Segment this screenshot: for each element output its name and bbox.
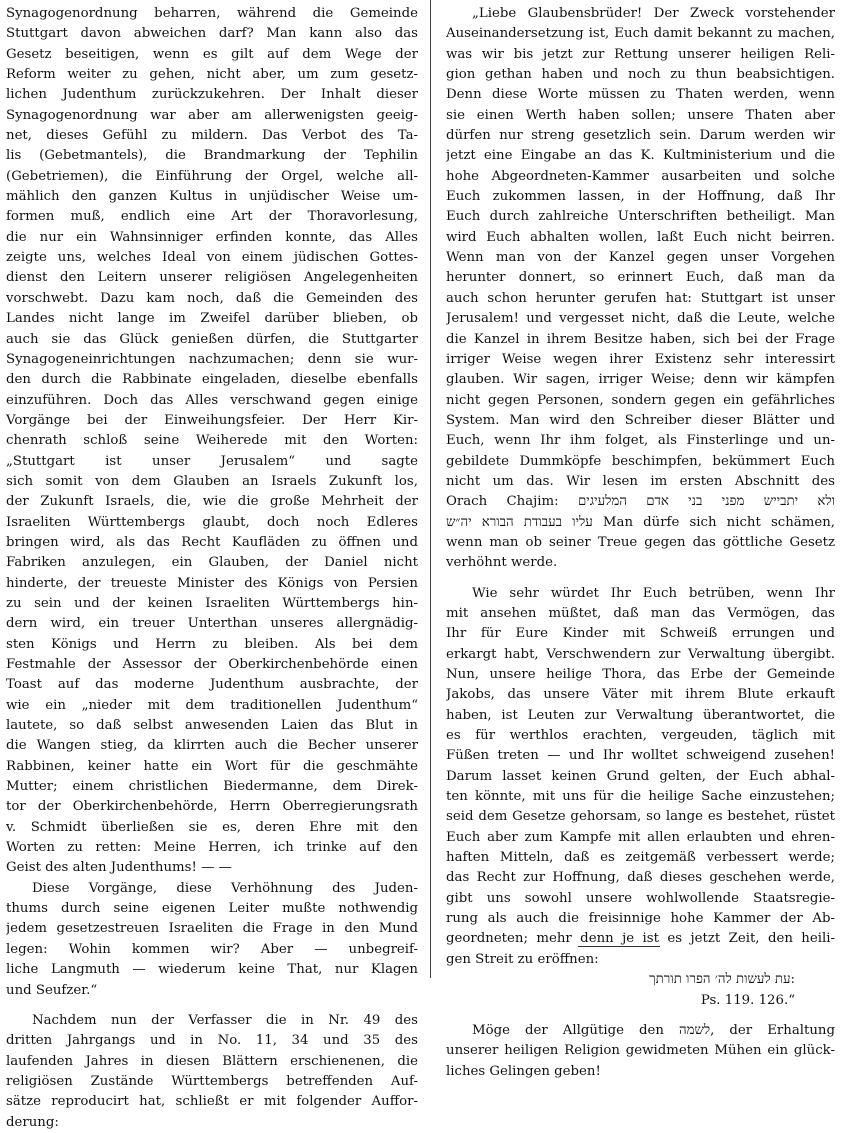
- text-line: עליו בעבודת הבורא יה״ש Man dürfe sich nicht schämen,: [446, 514, 835, 530]
- text-line: sich somit von dem Glauben an Israels Zukunft los,: [6, 473, 418, 489]
- text-line: auch schon herunter gerufen hat: Stuttgart ist unser: [446, 290, 835, 306]
- text-line: es für werthlos erachten, vergeuden, täglich mit: [446, 728, 835, 744]
- text-line: ten könnte, mit uns für die heilige Sache einzustehen;: [446, 789, 835, 805]
- text-line: lichen Judenthum zurückzukehren. Der Inhalt dieser: [6, 87, 418, 103]
- text-line: Nachdem nun der Verfasser die in Nr. 49 des: [32, 1012, 418, 1028]
- text-line: dern wird, ein treuer Unterthan unseres allergnädig-: [6, 616, 418, 632]
- text-line: hinderte, der treueste Minister des Königs von Persien: [6, 575, 418, 591]
- text-line: lautete, so daß selbst anwesenden Laien das Blut in: [6, 718, 418, 734]
- text-line: sie einen Werth haben sollen; unsere Thaten aber: [446, 107, 835, 123]
- text-line: irriger Weise wegen ihrer Existenz sehr interessirt: [446, 351, 835, 367]
- text-line: Worten zu retten: Meine Herren, ich trinke auf den: [6, 840, 418, 856]
- text-line: haften Mitteln, daß es zeitgemäß verbessert werde;: [446, 850, 835, 866]
- text-line: Jerusalem! und vergesset nicht, daß die Leute, welche: [446, 311, 835, 327]
- text-line: formen muß, endlich eine Art der Thoravorlesung,: [6, 209, 418, 225]
- text-line: liches Gelingen geben!: [446, 1063, 601, 1079]
- text-line: chenrath schloß seine Weiherede mit den Worten:: [6, 433, 418, 449]
- left-text-column: [6, 4, 418, 1133]
- paragraph-gap: [6, 1001, 418, 1011]
- text-line: Fabriken anzulegen, ein Glauben, der Daniel nicht: [6, 555, 418, 571]
- text-line: wird Euch abhalten wollen, laßt Euch nicht beirren.: [446, 229, 835, 245]
- text-line: einzuführen. Doch das Alles verschwand gegen einige: [6, 392, 418, 408]
- text-line: Wenn man von der Kanzel gegen unser Vorgehen: [446, 250, 835, 266]
- text-line: was wir bis jetzt zur Rettung unserer heiligen Reli-: [446, 46, 835, 62]
- text-line: der Zukunft Israels, die, wie die große Mehrheit der: [6, 494, 418, 510]
- text-line: Festmahle der Assessor der Oberkirchenbehörde einen: [6, 657, 418, 672]
- text-line: verhöhnt werde.: [446, 555, 558, 571]
- right-text-column: [446, 4, 835, 1082]
- text-line: mählich den ganzen Kultus in unjüdischer Weise um-: [6, 189, 418, 205]
- text-line: Landes nicht lange im Zweifel darüber blieben, ob: [6, 311, 418, 327]
- text-line: Ihr für Eure Kinder mit Schweiß errungen und: [446, 626, 835, 642]
- text-line: dritten Jahrgangs und in No. 11, 34 und 35 des: [6, 1033, 418, 1049]
- text-line: dürfen nur streng gesetzlich sein. Darum werden wir: [446, 128, 835, 144]
- text-line: sätze reproducirt hat, schließt er mit folgender Auffor-: [6, 1094, 418, 1110]
- text-line: jedem gesetzestreuen Israeliten die Frage in den Mund: [6, 921, 418, 937]
- text-line: auch sie das Glück genießen dürfen, die Stuttgarter: [6, 331, 418, 347]
- text-line: sten Königs und Herrn zu bleiben. Als bei dem: [6, 636, 418, 652]
- text-line: unserer heiligen Religion gewidmeten Mühen ein glück-: [446, 1043, 835, 1059]
- text-line: Auseinandersetzung ist, Euch damit bekannt zu machen,: [446, 26, 835, 42]
- text-line: „Stuttgart ist unser Jerusalem“ und sagte: [6, 453, 418, 469]
- text-line: Füßen treten — und Ihr wolltet schweigend zusehen!: [446, 748, 835, 764]
- text-line: und Seufzer.“: [6, 982, 98, 998]
- text-line: zu sein und der keinen Israeliten Württembergs hin-: [6, 595, 418, 611]
- text-line: gen Streit zu eröffnen:: [446, 951, 599, 967]
- text-line: Ps. 119. 126.“: [700, 992, 795, 1008]
- text-line: Synagogenordnung war aber am allerwenigsten geeig-: [6, 107, 418, 123]
- text-line: Rabbinen, keiner hatte ein Wort für die geschmähte: [6, 758, 418, 774]
- text-line: Darum lasset keinen Grund gelten, der Euch abhal-: [446, 768, 835, 784]
- text-line: Israeliten Württembergs glaubt, doch noch Edleres: [6, 514, 418, 530]
- text-line: עת לעשות לה׳ הפרו תורתך:: [649, 972, 795, 988]
- text-line: Euch, wenn Ihr ihm folget, als Finsterlinge und un-: [446, 433, 835, 449]
- text-line: liche Langmuth — wiederum keine That, nur Klagen: [6, 962, 418, 978]
- text-line: Mutter; einem christlichen Biedermanne, dem Direk-: [6, 779, 418, 795]
- text-line: Wie sehr würdet Ihr Euch betrüben, wenn Ihr: [472, 585, 835, 601]
- text-line: die Wangen stieg, da klirrten auch die Becher unserer: [6, 738, 418, 754]
- text-line: Vorgänge bei der Einweihungsfeier. Der Herr Kir-: [6, 412, 418, 428]
- text-line: thums durch seine eigenen Leiter mußte nothwendig: [6, 901, 418, 917]
- text-line: Toast auf das moderne Judenthum ausbrachte, der: [6, 677, 418, 693]
- text-line: erkargt habt, Verschwendern zur Verwaltung übergibt.: [446, 646, 835, 662]
- text-line: rung als auch die freisinnige hohe Kammer der Ab-: [446, 911, 835, 927]
- text-line: geordneten; mehr denn je ist es jetzt Zeit, den heili-: [446, 931, 835, 947]
- text-line: Möge der Allgütige den לשמה, der Erhaltung: [472, 1022, 835, 1038]
- text-line: dienst den Leitern unserer religiösen Angelegenheiten: [6, 270, 418, 286]
- paragraph-gap: [446, 1011, 835, 1021]
- text-line: hohe Abgeordneten-Kammer ausarbeiten und solche: [446, 168, 835, 184]
- text-line: „Liebe Glaubensbrüder! Der Zweck vorstehender: [472, 6, 835, 21]
- text-line: derung:: [6, 1114, 59, 1130]
- text-line: System. Man wird den Schreiber dieser Blätter und: [446, 412, 835, 428]
- text-line: jetzt eine Eingabe an das K. Kultministerium und die: [446, 148, 835, 164]
- text-line: Jakobs, das unsere Väter mit ihrem Blute erkauft: [446, 687, 835, 703]
- text-line: religiösen Zustände Württembergs betreffenden Auf-: [6, 1073, 418, 1089]
- text-line: Euch zukommen lassen, in der Hoffnung, daß Ihr: [446, 189, 835, 205]
- text-line: Reform weiter zu gehen, nicht aber, um zum gesetz-: [6, 67, 418, 83]
- closing-rule: [578, 946, 660, 947]
- text-line: den durch die Rabbinate eingeladen, dieselbe ebenfalls: [6, 372, 418, 388]
- text-line: glauben. Wir sagen, irriger Weise; denn wir kämpfen: [446, 372, 835, 388]
- text-line: (Gebetriemen), die Einführung der Orgel, welche all-: [6, 168, 418, 184]
- text-line: die Kanzel in ihrem Besitze haben, sich bei der Frage: [446, 331, 835, 347]
- text-line: herunter donnert, so erinnert Euch, daß man da: [446, 270, 835, 286]
- text-line: haben, ist Leuten zur Verwaltung überantwortet, die: [446, 707, 835, 723]
- text-line: Synagogeneinrichtungen nachzumachen; denn sie wur-: [6, 351, 418, 367]
- paragraph-gap: [446, 574, 835, 584]
- text-line: net, dieses Gefühl zu mildern. Das Verbot des Ta-: [6, 128, 418, 144]
- text-line: nicht gegen Personen, sondern gegen ein gefährliches: [446, 392, 835, 408]
- text-line: v. Schmidt überließen sie es, deren Ehre mit den: [6, 819, 418, 835]
- text-line: Gesetz beseitigen, wenn es gilt auf dem Wege der: [6, 46, 418, 62]
- text-line: wie ein „nieder mit dem traditionellen Judenthum“: [6, 697, 418, 713]
- text-line: seid dem Gesetze gehorsam, so lange es bestehet, rüstet: [446, 809, 835, 825]
- column-divider: [430, 0, 431, 978]
- text-line: vorschwebt. Dazu kam noch, daß die Gemeinden des: [6, 290, 418, 306]
- text-line: Geist des alten Judenthums! — —: [6, 860, 232, 876]
- text-line: Denn diese Worte müssen zu Thaten werden, wenn: [446, 87, 835, 103]
- text-line: das Recht zur Hoffnung, daß dieses geschehen werde,: [446, 870, 835, 886]
- text-line: mit ansehen müßtet, daß man das Vermögen, das: [446, 605, 835, 621]
- text-line: Stuttgart davon abweichen darf? Man kann also das: [6, 26, 418, 42]
- text-line: lis (Gebetmantels), die Brandmarkung der Tephilin: [6, 148, 418, 164]
- text-line: bringen wird, als das Recht Kaufläden zu öffnen und: [6, 534, 418, 550]
- text-line: Diese Vorgänge, diese Verhöhnung des Juden-: [32, 880, 418, 896]
- text-line: tor der Oberkirchenbehörde, Herrn Oberregierungsrath: [6, 799, 418, 815]
- text-line: gibt uns sowohl unsere wohlwollende Staatsregie-: [446, 890, 835, 906]
- text-line: die nur ein Wahnsinniger erfinden konnte, das Alles: [6, 229, 418, 245]
- text-line: Euch durch zahlreiche Unterschriften betheiligt. Man: [446, 209, 835, 225]
- text-line: Synagogenordnung beharren, während die Gemeinde: [6, 6, 418, 21]
- text-line: gebildete Dummköpfe beschimpfen, bekümmert Euch: [446, 453, 835, 469]
- text-line: wenn man ob seiner Treue gegen das göttliche Gesetz: [446, 534, 835, 550]
- text-line: nicht um das. Wir lesen im ersten Abschnitt des: [446, 473, 835, 489]
- text-line: Euch aber zum Kampfe mit allen erlaubten und ehren-: [446, 829, 835, 845]
- text-line: gion gethan haben und noch zu thun beabsichtigen.: [446, 67, 835, 83]
- text-line: legen: Wohin kommen wir? Aber — unbegreif-: [6, 941, 418, 957]
- text-line: laufenden Jahres in diesen Blättern erschienenen, die: [6, 1053, 418, 1069]
- text-line: zeigte uns, welches Ideal von einem jüdischen Gottes-: [6, 250, 418, 266]
- text-line: Orach Chajim: ולא יתבייש מפני בני אדם המלעיגים: [446, 494, 835, 510]
- text-line: Nun, unsere heilige Thora, das Erbe der Gemeinde: [446, 667, 835, 682]
